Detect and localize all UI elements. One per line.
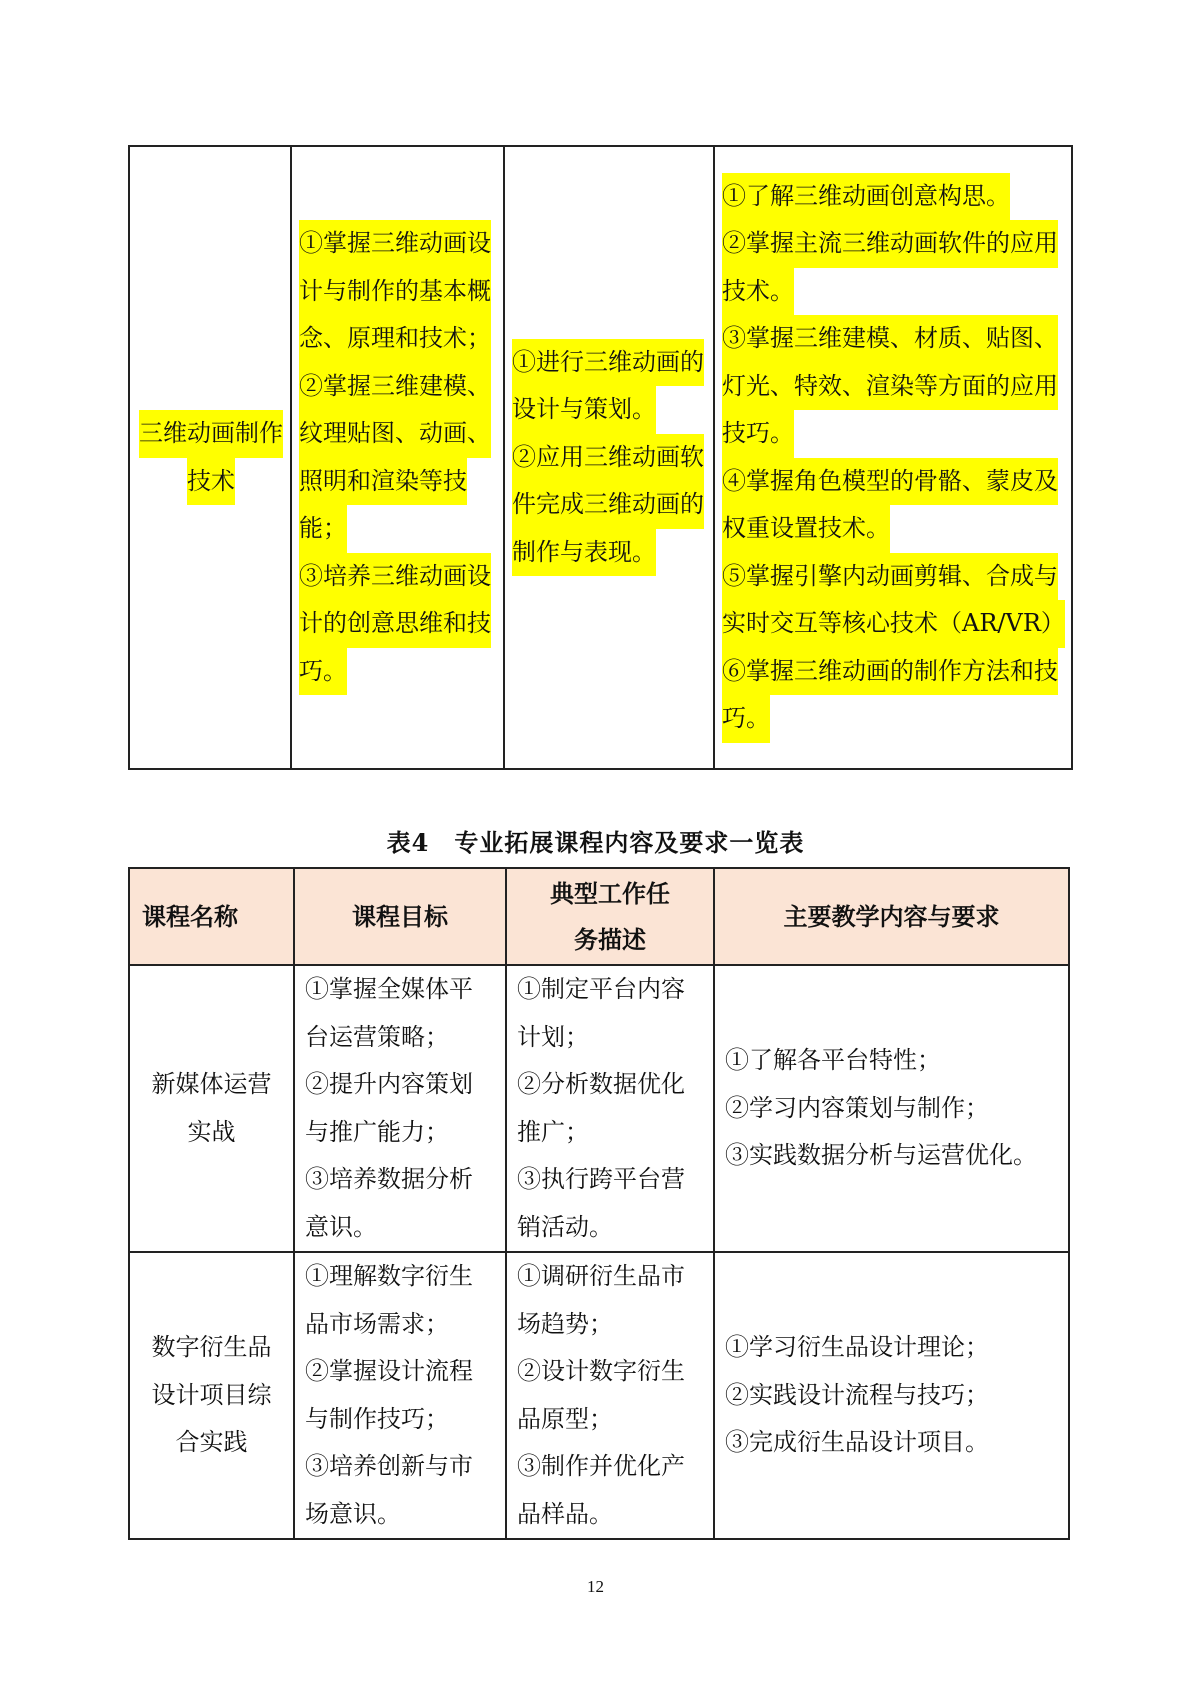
content-line: ①了解各平台特性； [725,1046,941,1075]
goal-line: 场意识。 [305,1499,401,1528]
content-line: ③实践数据分析与运营优化。 [725,1141,1037,1170]
goal-line: ②掌握设计流程 [305,1357,473,1385]
task-line: ②应用三维动画软 [512,434,704,482]
work-task-cell [506,965,714,1252]
goal-line: 与制作技巧； [305,1404,449,1433]
goal-line: 品市场需求； [305,1309,449,1338]
task-line: ②设计数字衍生 [517,1357,685,1385]
course-name-line: 新媒体运营 [151,1070,272,1098]
content-line: 权重设置技术。 [722,505,890,553]
course-name-line: 设计项目综 [151,1380,272,1409]
table-header-row [129,868,1069,965]
extension-course-table [128,867,1070,1540]
goal-line: ②提升内容策划 [305,1070,473,1098]
goal-line: 计的创意思维和技 [299,600,491,648]
goal-line: ①掌握三维动画设 [299,220,491,268]
course-name-cell [129,965,294,1252]
table-row [129,1252,1069,1539]
course-goals-cell [294,1252,506,1539]
header-work-task [506,868,714,965]
work-task-cell [504,146,714,769]
content-line: 灯光、特效、渲染等方面的应用 [722,363,1058,411]
teaching-content-cell [714,1252,1069,1539]
goal-line: 与推广能力； [305,1117,449,1146]
course-name-line: 实战 [187,1117,236,1146]
content-line: ②掌握主流三维动画软件的应用 [722,220,1058,268]
goal-line: ③培养数据分析 [305,1165,473,1193]
task-line: 品样品。 [517,1499,613,1528]
course-name-cell [129,146,291,769]
content-line: ②学习内容策划与制作； [725,1093,989,1122]
task-line: 设计与策划。 [512,386,656,434]
goal-line: 计与制作的基本概 [299,268,491,316]
course-name-line: 数字衍生品 [151,1333,272,1362]
header-work-task-line: 务描述 [574,924,646,954]
course-name-line: 三维动画制作 [139,410,283,458]
goal-line: ③培养创新与市 [305,1452,473,1480]
goal-line: ③培养三维动画设 [299,553,491,601]
task-line: 销活动。 [517,1212,613,1241]
goal-line: ①理解数字衍生 [305,1262,473,1290]
content-line: ①了解三维动画创意构思。 [722,173,1010,221]
course-name-cell [129,1252,294,1539]
task-line: 计划； [517,1022,589,1051]
course-goals-cell [291,146,504,769]
content-line: 技巧。 [722,410,794,458]
content-line: ①学习衍生品设计理论； [725,1333,989,1362]
goal-line: 纹理贴图、动画、 [299,410,491,458]
course-table-continued [128,145,1073,770]
header-teaching-content: 主要教学内容与要求 [714,868,1069,965]
course-goals-cell [294,965,506,1252]
header-work-task-line: 典型工作任 [550,878,670,908]
task-line: 品原型； [517,1404,613,1433]
page-number: 12 [587,1577,604,1596]
task-line: ③制作并优化产 [517,1452,685,1480]
task-line: ①制定平台内容 [517,975,685,1003]
goal-line: 照明和渲染等技 [299,458,467,506]
table-row [129,146,1072,769]
content-line: 技术。 [722,268,794,316]
content-line: 巧。 [722,695,770,743]
task-line: 场趋势； [517,1309,613,1338]
task-line: 制作与表现。 [512,529,656,577]
table-row [129,965,1069,1252]
header-course-name: 课程名称 [129,868,294,965]
goal-line: ①掌握全媒体平 [305,975,473,1003]
goal-line: 台运营策略； [305,1022,449,1051]
course-name-line: 合实践 [175,1428,248,1457]
task-line: 推广； [517,1117,589,1146]
content-line: ③掌握三维建模、材质、贴图、 [722,315,1058,363]
task-line: ①进行三维动画的 [512,339,704,387]
task-line: 件完成三维动画的 [512,481,704,529]
task-line: ②分析数据优化 [517,1070,685,1098]
course-name-line: 技术 [187,458,235,506]
content-line: 实时交互等核心技术（AR/VR） [722,600,1065,648]
work-task-cell [506,1252,714,1539]
task-line: ③执行跨平台营 [517,1165,685,1193]
teaching-content-cell [714,146,1072,769]
content-line: ⑥掌握三维动画的制作方法和技 [722,648,1058,696]
goal-line: 念、原理和技术； [299,315,491,363]
content-line: ④掌握角色模型的骨骼、蒙皮及 [722,458,1058,506]
teaching-content-cell [714,965,1069,1252]
content-line: ②实践设计流程与技巧； [725,1380,989,1409]
goal-line: 意识。 [305,1212,377,1241]
goal-line: 巧。 [299,648,347,696]
goal-line: 能； [299,505,347,553]
table-caption: 表4 专业拓展课程内容及要求一览表 [386,828,805,857]
task-line: ①调研衍生品市 [517,1262,685,1290]
content-line: ⑤掌握引擎内动画剪辑、合成与 [722,553,1058,601]
goal-line: ②掌握三维建模、 [299,363,491,411]
header-course-goal: 课程目标 [294,868,506,965]
content-line: ③完成衍生品设计项目。 [725,1428,989,1457]
